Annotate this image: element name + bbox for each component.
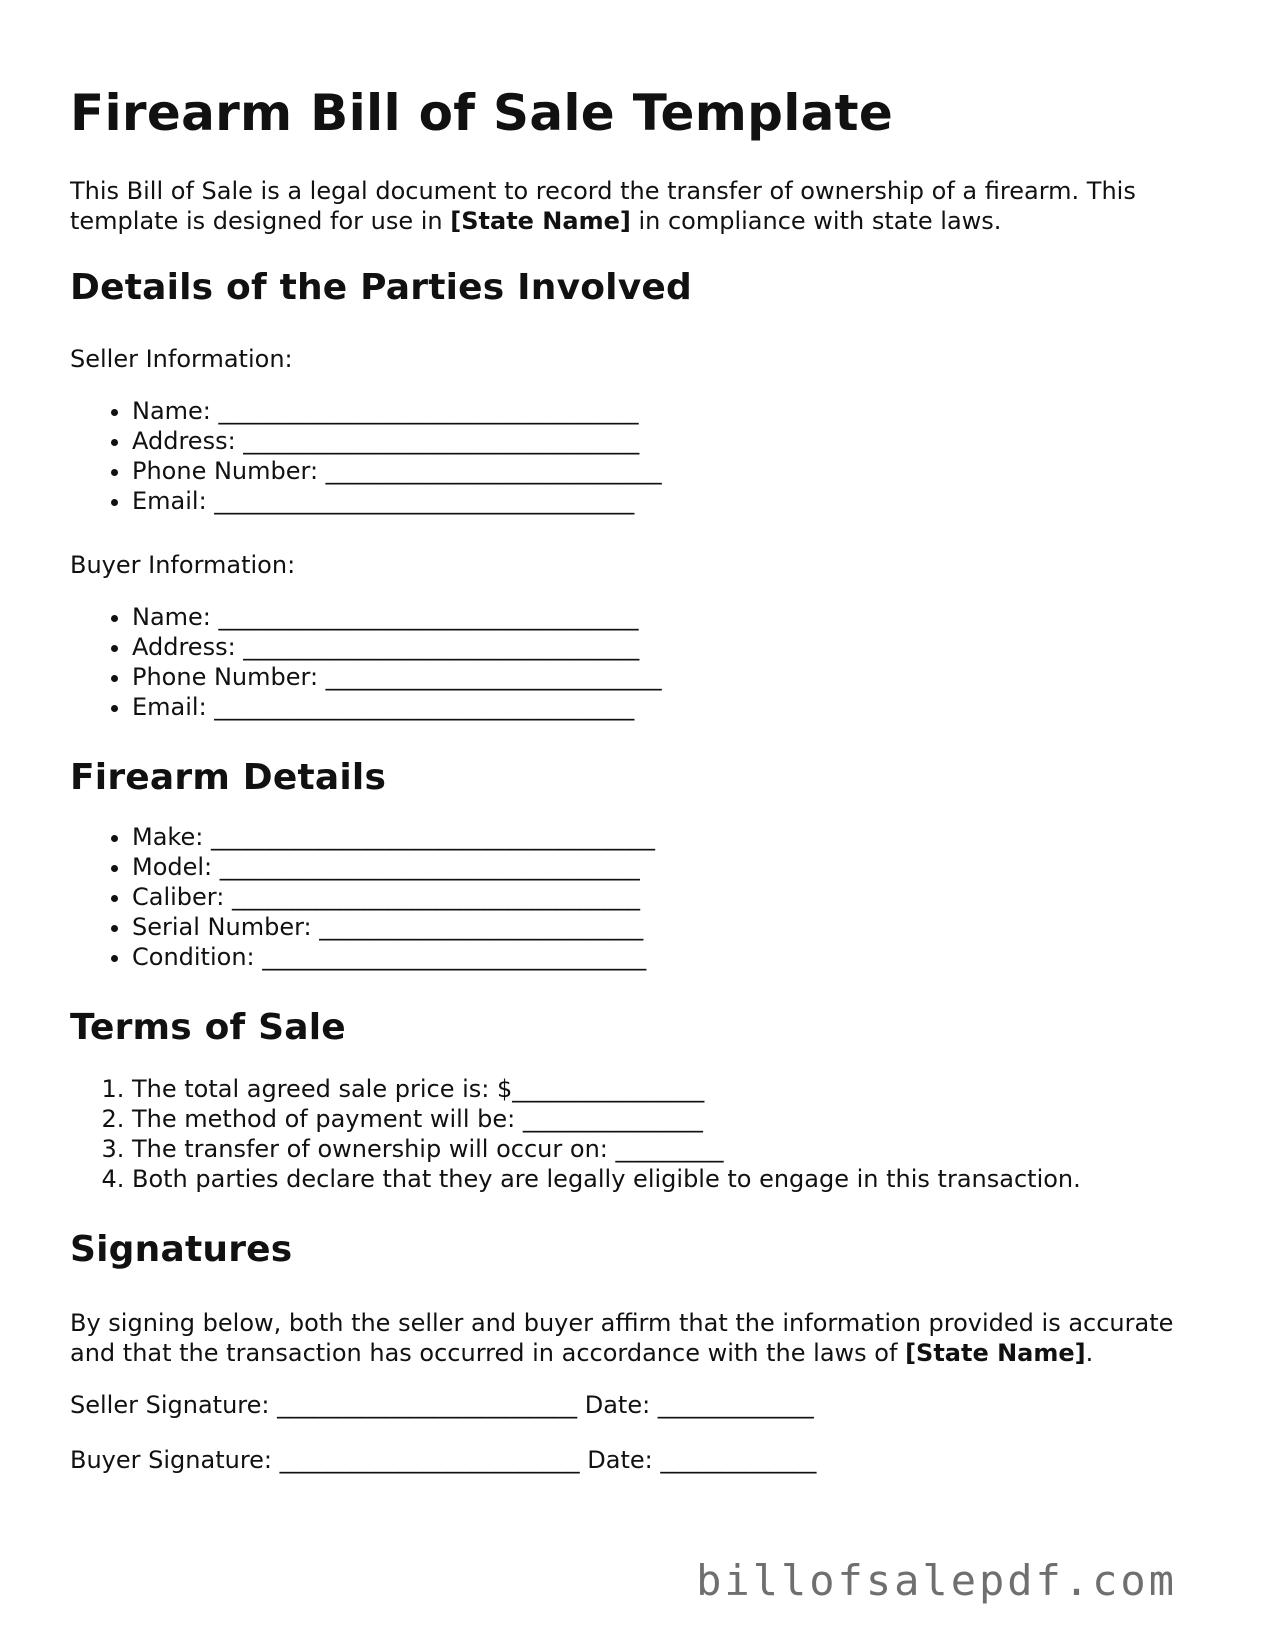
term-eligibility: 4. Both parties declare that they are legally eligible to engage in this transaction. (132, 1164, 1210, 1194)
buyer-fields-list (70, 602, 1210, 722)
seller-email-field[interactable]: • Email: ___________________________________ (132, 486, 1210, 516)
firearm-caliber-field[interactable]: • Caliber: __________________________________ (132, 882, 1210, 912)
firearm-condition-field[interactable]: • Condition: ________________________________ (132, 942, 1210, 972)
firearm-fields-list (70, 822, 1210, 972)
buyer-email-field[interactable]: • Email: ___________________________________ (132, 692, 1210, 722)
intro-state-placeholder: [State Name] (450, 207, 631, 235)
buyer-name-field[interactable]: • Name: ___________________________________ (132, 602, 1210, 632)
intro-paragraph (70, 176, 1210, 236)
buyer-address-field[interactable]: • Address: _________________________________ (132, 632, 1210, 662)
intro-text-start: This Bill of Sale is a legal document to record the transfer of ownership of a firearm. This template is designed for use in (70, 177, 1136, 235)
term-payment-method[interactable]: 2. The method of payment will be: _______________ (132, 1104, 1210, 1134)
signatures-heading: Signatures (70, 1229, 293, 1270)
buyer-signature-line[interactable]: Buyer Signature: _________________________ Date: _____________ (70, 1446, 817, 1474)
signatures-text-start: By signing below, both the seller and buyer affirm that the information provided is accurate and that the transaction has occurred in accordance with the laws of (70, 1309, 1174, 1367)
buyer-info-label: Buyer Information: (70, 551, 296, 579)
watermark-text: billofsalepdf.com (696, 1556, 1177, 1605)
document-page (70, 82, 1210, 1500)
parties-heading: Details of the Parties Involved (70, 267, 692, 308)
seller-signature-line[interactable]: Seller Signature: _________________________ Date: _____________ (70, 1391, 814, 1419)
signatures-text-end: . (1085, 1339, 1094, 1367)
seller-name-field[interactable]: • Name: ___________________________________ (132, 396, 1210, 426)
signatures-state-placeholder: [State Name] (905, 1339, 1086, 1367)
seller-address-field[interactable]: • Address: _________________________________ (132, 426, 1210, 456)
firearm-model-field[interactable]: • Model: ___________________________________ (132, 852, 1210, 882)
terms-heading: Terms of Sale (70, 1007, 346, 1048)
seller-fields-list (70, 396, 1210, 516)
buyer-phone-field[interactable]: • Phone Number: ____________________________ (132, 662, 1210, 692)
terms-list (70, 1074, 1210, 1194)
term-sale-price[interactable]: 1. The total agreed sale price is: $________________ (132, 1074, 1210, 1104)
intro-text-end: in compliance with state laws. (630, 207, 1002, 235)
firearm-serial-field[interactable]: • Serial Number: ___________________________ (132, 912, 1210, 942)
term-transfer-date[interactable]: 3. The transfer of ownership will occur on: _________ (132, 1134, 1210, 1164)
firearm-make-field[interactable]: • Make: _____________________________________ (132, 822, 1210, 852)
seller-info-label: Seller Information: (70, 345, 293, 373)
seller-phone-field[interactable]: • Phone Number: ____________________________ (132, 456, 1210, 486)
document-title: Firearm Bill of Sale Template (70, 84, 894, 142)
firearm-heading: Firearm Details (70, 757, 387, 798)
signatures-paragraph (70, 1308, 1210, 1368)
